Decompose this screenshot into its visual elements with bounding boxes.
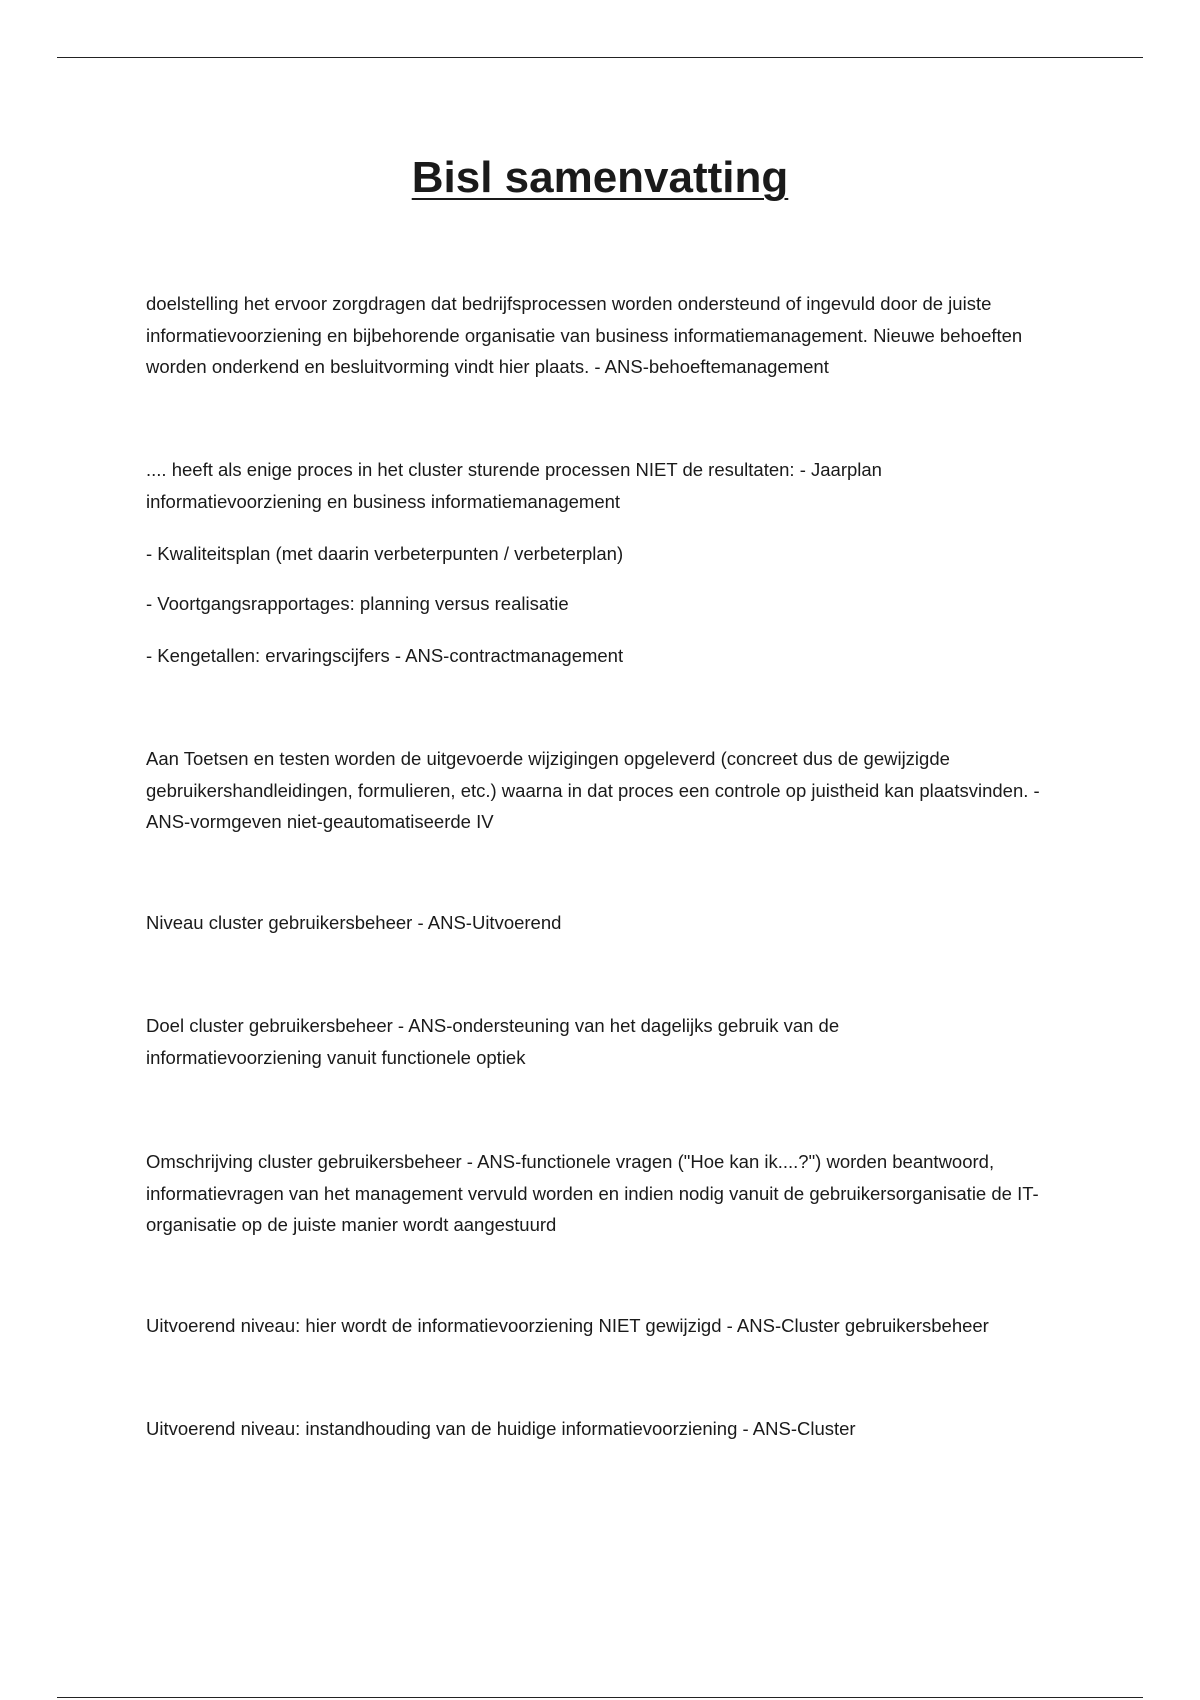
paragraph-sturende-processen: .... heeft als enige proces in het cluster sturende processen NIET de resultaten: - Jaarplan informatievoorziening en business informatiemanagement — [146, 459, 882, 512]
paragraph-uitvoerend-niet-gewijzigd: Uitvoerend niveau: hier wordt de informatievoorziening NIET gewijzigd - ANS-Cluster gebruikersbeheer — [146, 1315, 989, 1336]
list-item-kengetallen: - Kengetallen: ervaringscijfers - ANS-contractmanagement — [146, 645, 624, 666]
page-title — [0, 148, 1200, 208]
paragraph-niveau-cluster: Niveau cluster gebruikersbeheer - ANS-Uitvoerend — [146, 912, 562, 933]
paragraph-toetsen-en-testen: Aan Toetsen en testen worden de uitgevoerde wijzigingen opgeleverd (concreet dus de gewijzigde gebruikershandleidingen, formulieren, etc.) waarna in dat proces een controle op juistheid kan plaatsvinden. - ANS-vormgeven niet-geautomatiseerde IV — [146, 748, 1040, 832]
list-item-kwaliteitsplan: - Kwaliteitsplan (met daarin verbeterpunten / verbeterplan) — [146, 543, 624, 564]
bottom-rule — [57, 1697, 1143, 1698]
paragraph-uitvoerend-instandhouding: Uitvoerend niveau: instandhouding van de huidige informatievoorziening - ANS-Cluster — [146, 1418, 856, 1439]
paragraph-doel-cluster: Doel cluster gebruikersbeheer - ANS-ondersteuning van het dagelijks gebruik van de informatievoorziening vanuit functionele optiek — [146, 1015, 840, 1068]
top-rule — [57, 57, 1143, 58]
page-title-text: Bisl samenvatting — [411, 153, 789, 202]
paragraph-omschrijving-cluster: Omschrijving cluster gebruikersbeheer - ANS-functionele vragen ("Hoe kan ik....?") worden beantwoord, informatievragen van het management vervuld worden en indien nodig vanuit de gebruikersorganisatie de IT-organisatie op de juiste manier wordt aangestuurd — [146, 1151, 1039, 1235]
paragraph-doelstelling: doelstelling het ervoor zorgdragen dat bedrijfsprocessen worden ondersteund of ingevuld door de juiste informatievoorziening en bijbehorende organisatie van business informatiemanagement. Nieuwe behoeften worden onderkend en besluitvorming vindt hier plaats. - ANS-behoeftemanagement — [146, 293, 1023, 377]
list-item-voortgangsrapportages: - Voortgangsrapportages: planning versus realisatie — [146, 593, 569, 614]
